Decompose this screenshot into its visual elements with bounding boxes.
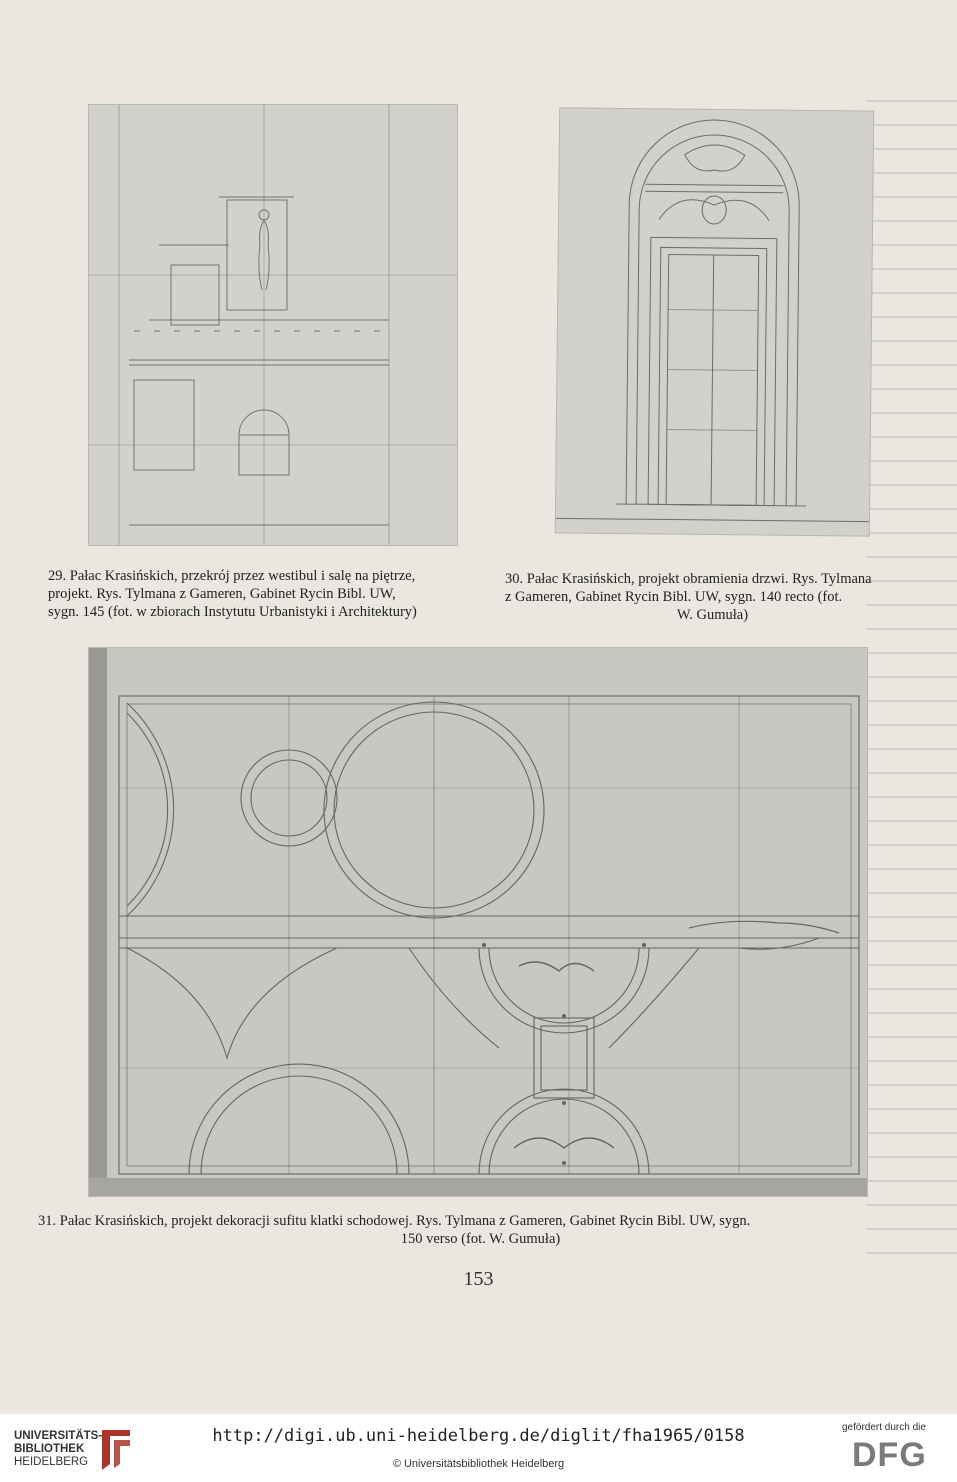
caption-31-line-2: 150 verso (fot. W. Gumuła) [400, 1231, 561, 1247]
caption-29-line-2: projekt. Rys. Tylmana z Gameren, Gabinet Rycin Bibl. UW, [48, 586, 396, 602]
caption-figure-29 [48, 567, 468, 621]
figure-30-drawing [556, 108, 873, 535]
library-line-3: HEIDELBERG [14, 1456, 89, 1468]
permalink-url[interactable]: http://digi.ub.uni-heidelberg.de/diglit/fha1965/0158 [212, 1426, 745, 1446]
copyright-notice: © Universitätsbibliothek Heidelberg [392, 1458, 565, 1470]
caption-29-line-3: sygn. 145 (fot. w zbiorach Instytutu Urbanistyki i Architektury) [48, 604, 417, 620]
caption-figure-30 [505, 570, 920, 624]
bleed-through-text [867, 100, 957, 1260]
library-line-1: UNIVERSITÄTS- [14, 1430, 103, 1442]
footer-bar [0, 1414, 957, 1482]
library-line-2: BIBLIOTHEK [14, 1443, 85, 1455]
sponsor-label: gefördert durch die [842, 1422, 926, 1433]
dfg-logo[interactable]: DFG [852, 1436, 927, 1474]
figure-30-photo [555, 107, 874, 536]
caption-31-line-1: 31. Pałac Krasińskich, projekt dekoracji sufitu klatki schodowej. Rys. Tylmana z Gameren, Gabinet Rycin Bibl. UW, sygn. [38, 1213, 751, 1229]
caption-figure-31 [38, 1212, 923, 1248]
caption-29-line-1: 29. Pałac Krasińskich, przekrój przez westibul i salę na piętrze, [48, 568, 416, 584]
caption-30-line-2: z Gameren, Gabinet Rycin Bibl. UW, sygn. 140 recto (fot. [505, 589, 843, 605]
figure-29-photo [88, 104, 458, 546]
figure-29-drawing [89, 105, 457, 545]
page-number: 153 [463, 1268, 494, 1290]
figure-31-photo [88, 647, 868, 1197]
figure-31-drawing [89, 648, 867, 1196]
caption-30-line-3: W. Gumuła) [676, 607, 749, 623]
caption-30-line-1: 30. Pałac Krasińskich, projekt obramienia drzwi. Rys. Tylmana [505, 571, 872, 587]
